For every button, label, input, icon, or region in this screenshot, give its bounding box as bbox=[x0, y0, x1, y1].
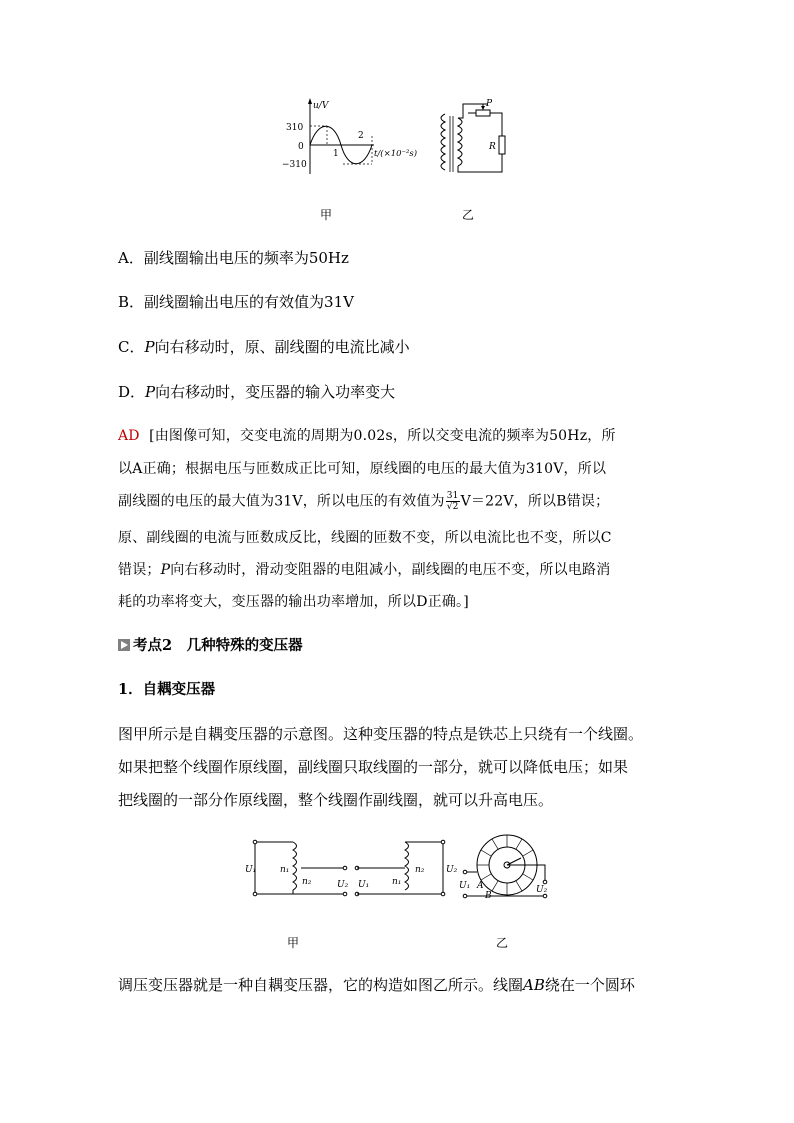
closing-text-b: 绕在一个圆环 bbox=[544, 976, 635, 994]
answer-line-3 bbox=[118, 491, 609, 512]
answer-line-5 bbox=[118, 560, 610, 580]
u2-label: U₂ bbox=[337, 880, 349, 890]
n2-label: n₂ bbox=[302, 877, 312, 887]
u1-label: U₁ bbox=[459, 881, 471, 891]
answer-var-p: P bbox=[160, 562, 171, 578]
option-c-prefix: C． bbox=[118, 338, 145, 356]
paragraph-line-1: 图甲所示是自耦变压器的示意图。这种变压器的特点是铁芯上只绕有一个线圈。 bbox=[118, 725, 644, 743]
paragraph-line-2: 如果把整个线圈作原线圈，副线圈只取线圈的一部分，就可以降低电压；如果 bbox=[118, 758, 629, 776]
option-d bbox=[118, 382, 395, 402]
tick-neg310: −310 bbox=[282, 160, 307, 170]
p-label: P bbox=[486, 99, 493, 109]
answer-text-3b: V＝22V，所以B错误； bbox=[460, 493, 610, 510]
tick-310: 310 bbox=[286, 123, 304, 133]
figure2-label-jia: 甲 bbox=[287, 936, 300, 950]
sub-heading: 1．自耦变压器 bbox=[118, 681, 216, 698]
terminal bbox=[253, 840, 257, 844]
u-axis-label: u/V bbox=[313, 101, 329, 111]
section-heading bbox=[118, 636, 303, 656]
option-b: B．副线圈输出电压的有效值为31V bbox=[118, 293, 354, 311]
answer-text-3a: 副线圈的电压的最大值为31V，所以电压的有效值为 bbox=[118, 493, 445, 510]
fraction-num: 31 bbox=[446, 491, 459, 501]
paragraph-line-3: 把线圈的一部分作原线圈，整个线圈作副线圈，就可以升高电压。 bbox=[118, 791, 554, 809]
terminal bbox=[543, 880, 547, 884]
b-label: B bbox=[485, 891, 492, 901]
play-marker-icon bbox=[118, 639, 130, 651]
terminal bbox=[441, 840, 445, 844]
fraction-den: √2 bbox=[446, 502, 459, 512]
terminal bbox=[343, 866, 347, 870]
u2-label: U₂ bbox=[536, 885, 548, 895]
fraction-31-sqrt2 bbox=[446, 491, 460, 512]
answer-line-6: 耗的功率将变大，变压器的输出功率增加，所以D正确。] bbox=[118, 594, 469, 610]
option-c-var: P bbox=[144, 338, 155, 356]
terminal bbox=[463, 870, 467, 874]
u1-label: U₁ bbox=[358, 880, 370, 890]
slider-arm bbox=[507, 858, 521, 865]
resistor-r bbox=[499, 136, 505, 154]
bottom-wire bbox=[458, 154, 502, 172]
secondary-coil bbox=[458, 118, 462, 166]
u-axis-arrow bbox=[308, 98, 312, 104]
a-label: A bbox=[477, 881, 484, 891]
figure2-label-yi: 乙 bbox=[496, 936, 509, 950]
terminal bbox=[463, 894, 467, 898]
option-c bbox=[118, 337, 410, 357]
tick-1: 1 bbox=[333, 149, 339, 159]
closing-var-ab: AB bbox=[523, 976, 545, 994]
figure1-label-yi: 乙 bbox=[462, 208, 475, 222]
option-c-text: 向右移动时，原、副线圈的电流比减小 bbox=[154, 338, 410, 356]
answer-key: AD bbox=[118, 428, 140, 444]
answer-text-5b: 向右移动时，滑动变阻器的电阻减小，副线圈的电压不变，所以电路消 bbox=[170, 562, 611, 578]
u1-label: U₁ bbox=[245, 865, 257, 875]
primary-coil bbox=[441, 114, 445, 170]
figure1-label-jia: 甲 bbox=[320, 208, 333, 222]
figure-2 bbox=[245, 832, 555, 910]
n1-label: n₁ bbox=[392, 877, 402, 887]
answer-line-2: 以A正确；根据电压与匝数成正比可知，原线圈的电压的最大值为310V，所以 bbox=[118, 461, 607, 477]
slider-arrow bbox=[481, 106, 485, 110]
tick-0: 0 bbox=[298, 142, 304, 152]
terminal bbox=[253, 892, 257, 896]
r-label: R bbox=[489, 142, 496, 152]
n2-label: n₂ bbox=[415, 865, 425, 875]
option-d-var: P bbox=[145, 383, 156, 401]
closing-line bbox=[118, 975, 635, 995]
coil bbox=[293, 842, 297, 890]
answer-text-5a: 错误； bbox=[118, 562, 161, 578]
output-wire bbox=[507, 865, 545, 882]
u2-label: U₂ bbox=[446, 865, 458, 875]
tick-2: 2 bbox=[358, 131, 364, 141]
section-heading-text: 考点2 几种特殊的变压器 bbox=[133, 637, 303, 654]
rheostat bbox=[476, 110, 490, 116]
option-a: A．副线圈输出电压的频率为50Hz bbox=[118, 249, 349, 267]
variac-diagram bbox=[459, 835, 548, 901]
answer-line-4: 原、副线圈的电流与匝数成反比，线圈的匝数不变，所以电流比也不变，所以C bbox=[118, 530, 612, 546]
step-down-diagram bbox=[245, 840, 349, 896]
step-up-diagram bbox=[355, 840, 457, 896]
figure-1 bbox=[280, 96, 520, 186]
terminal bbox=[441, 892, 445, 896]
option-d-prefix: D． bbox=[118, 383, 146, 401]
closing-text-a: 调压变压器就是一种自耦变压器，它的构造如图乙所示。线圈 bbox=[118, 976, 524, 994]
autotransformer-circuit bbox=[441, 99, 505, 172]
option-d-text: 向右移动时，变压器的输入功率变大 bbox=[155, 383, 396, 401]
n1-label: n₁ bbox=[280, 865, 290, 875]
answer-text-1: [由图像可知，交变电流的周期为0.02s，所以交变电流的频率为50Hz，所 bbox=[149, 428, 616, 444]
right-wire bbox=[490, 113, 502, 136]
answer-line-1 bbox=[118, 426, 616, 446]
coil bbox=[405, 842, 409, 890]
t-axis-label: t/(×10⁻²s) bbox=[374, 149, 418, 159]
terminal bbox=[343, 892, 347, 896]
